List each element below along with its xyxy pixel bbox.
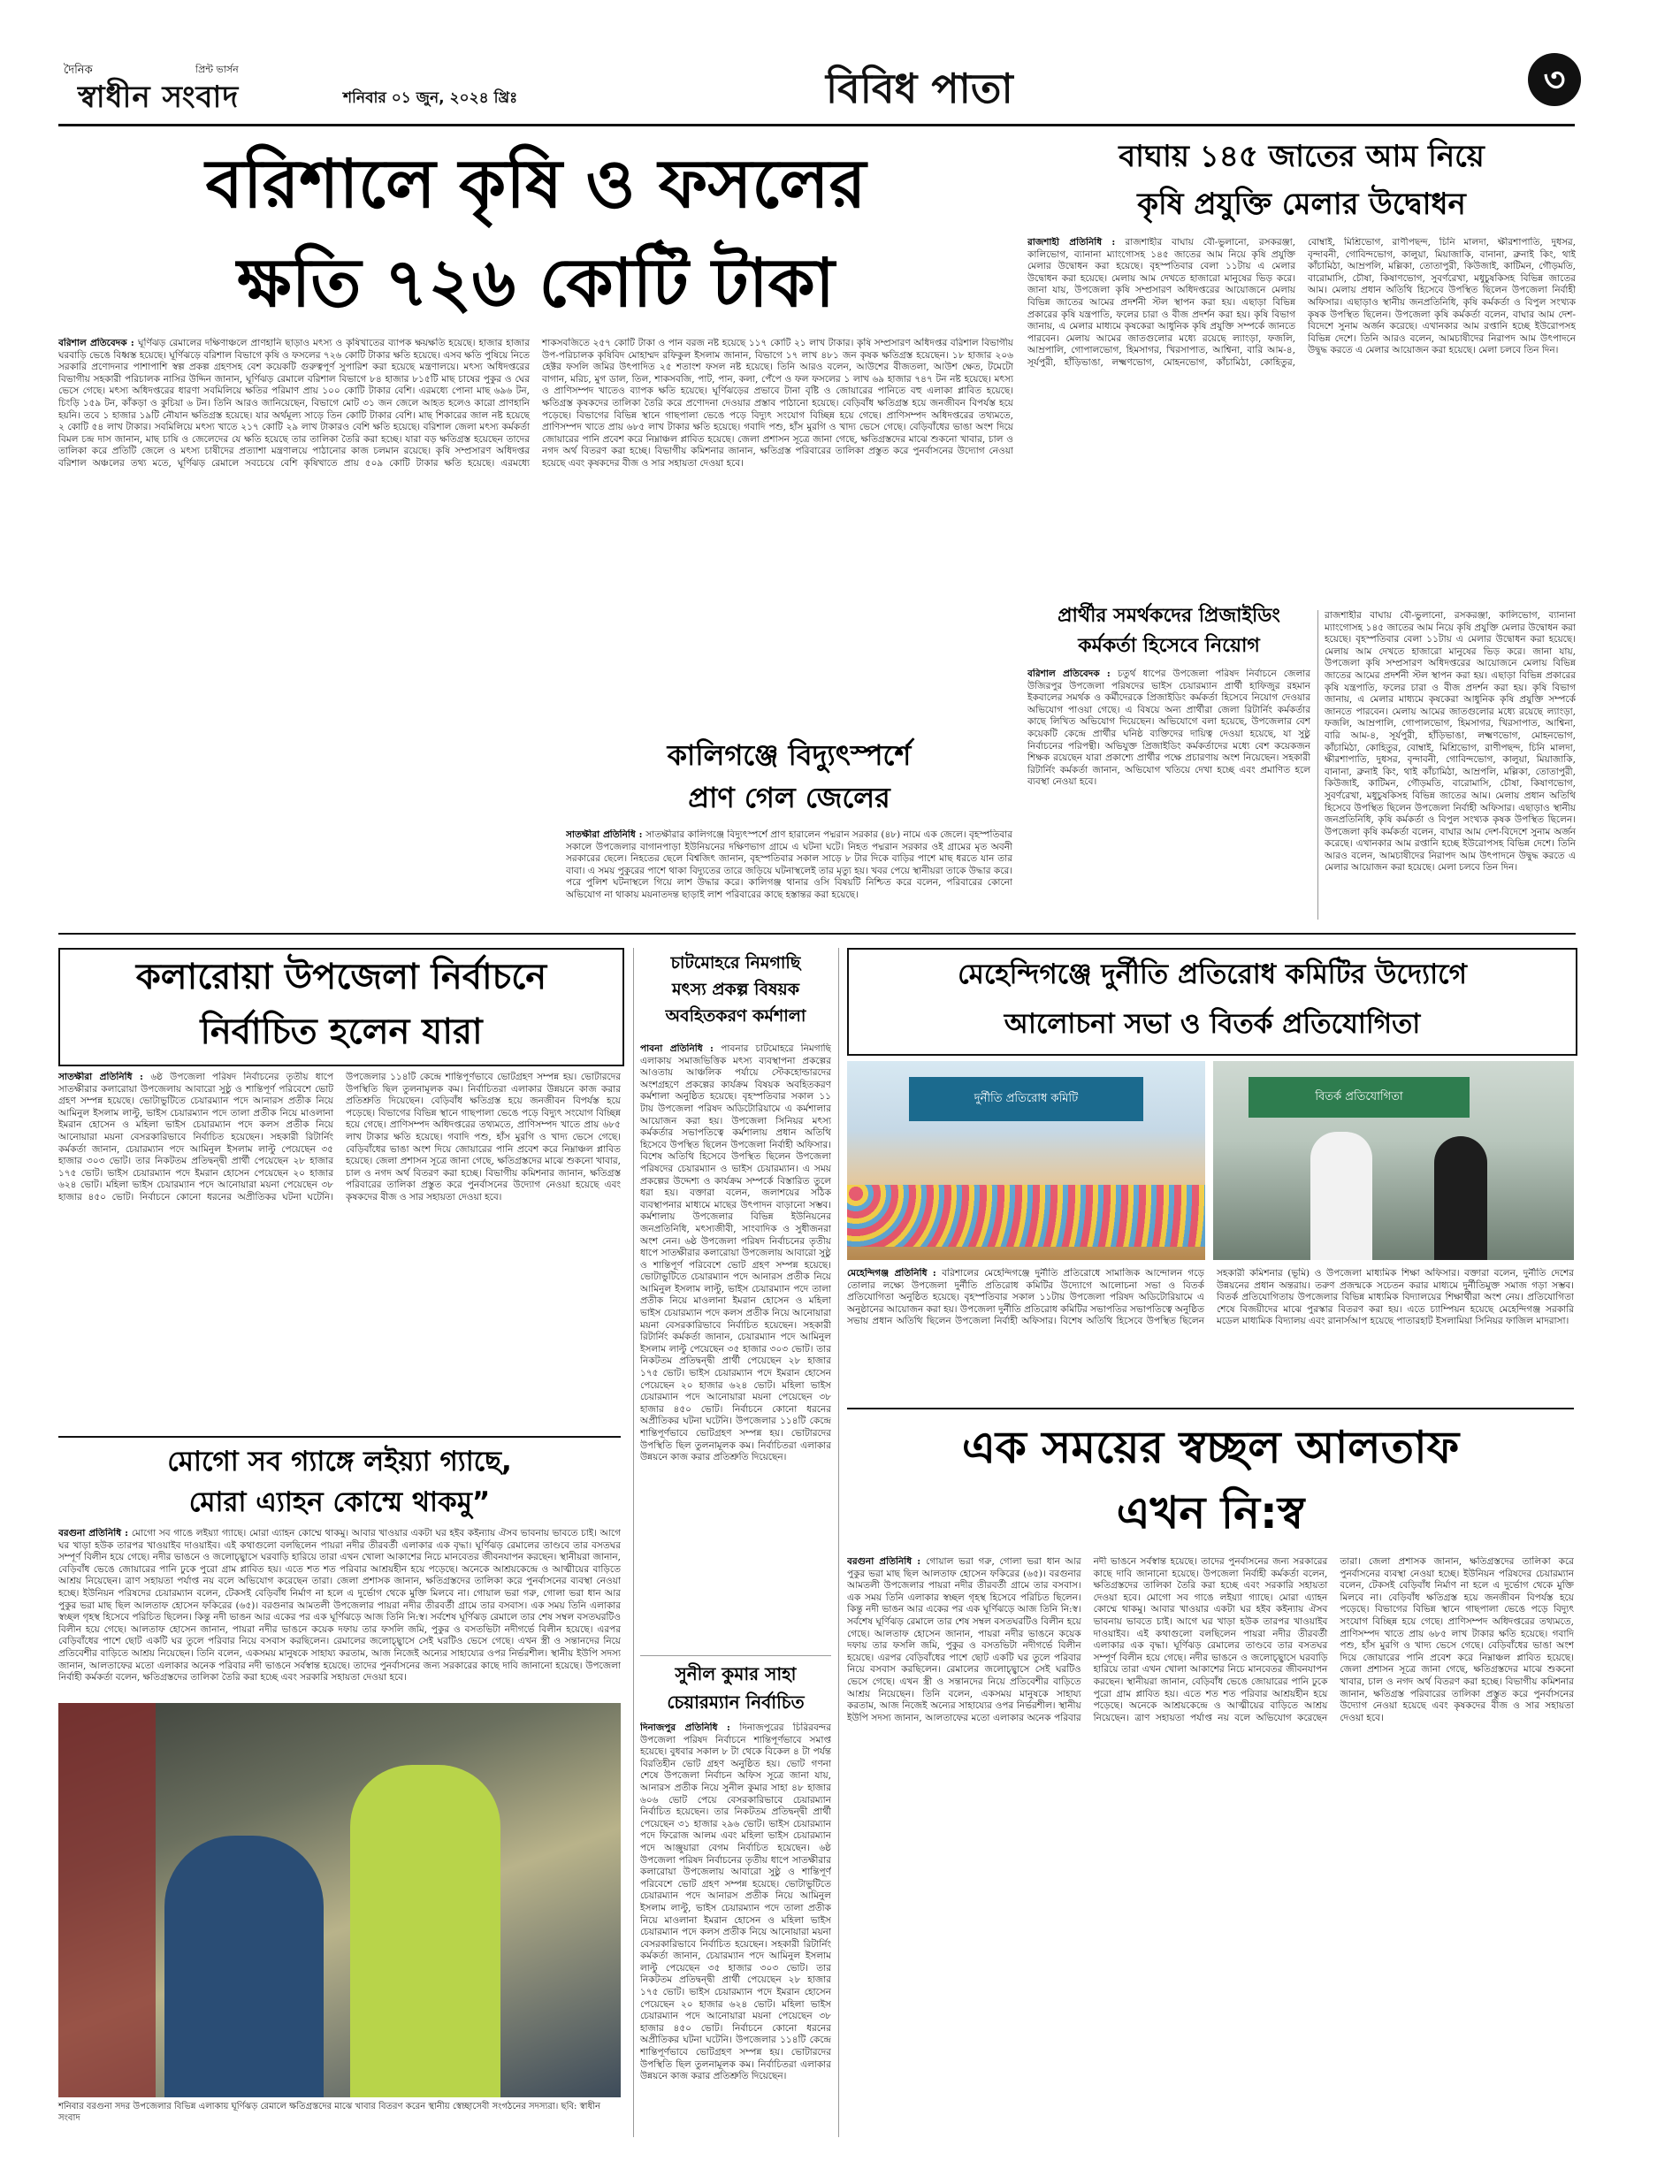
mango-text: রাজশাহীর বাঘায় বৌ-ভুলানো, রসকরঞ্জা, কালিভোগ, ব্যানানা ম্যাংগোসহ ১৪৫ জাতের আম নিয়ে কৃষি প্রযুক্তি মেলার উদ্বোধন করা হয়েছে। বৃহস্পতিবার বেলা ১১টায় এ মেলার উদ্বোধন করা হয়েছে। মেলায় আম দেখতে হাজারো মানুষের ভিড় করে। জানা যায়, উপজেলা কৃষি সম্প্রসারণ অধিদপ্তরের আয়োজনে মেলায় বিভিন্ন জাতের আমের প্রদর্শনী স্টল স্থাপন করা হয়। এছাড়া বিভিন্ন প্রকারের কৃষি যন্ত্রপাতি, ফলের চারা ও বীজ প্রদর্শন করা হয়। কৃষি বিভাগ জানায়, এ মেলার মাধ্যমে কৃষকেরা আধুনিক কৃষি প্রযুক্তি সম্পর্কে জানতে পারবেন। মেলায় আমের জাতগুলোর মধ্যে রয়েছে ল্যাংড়া, ফজলি, আম্রপালি, গোপালভোগ, হিমসাগর, খিরসাপাত, আশ্বিনা, বারি আম-৪, সূর্যপুরী, হাঁড়িভাঙা, লক্ষ্মণভোগ, মোহনভোগ, কাঁচামিঠা, কোহিতুর, বোম্বাই, মিশ্রিভোগ, রাণীপছন্দ, চিনি মালদা, ক্ষীরশাপাতি, দুধসর, বৃন্দাবনী, গোবিন্দভোগ, কালুয়া, মিয়াজাকি, বানানা, ব্রুনাই কিং, থাই কাঁচামিঠা, আম্রপলি, মল্লিকা, তোতাপুরী, কিউজাই, কাটিমন, গৌড়মতি, বারোমাসি, চৌষা, কিষাণভোগ, সুবর্ণরেখা, মধুচুষকিসহ বিভিন্ন জাতের আম। মেলায় প্রধান অতিথি হিসেবে উপস্থিত ছিলেন উপজেলা নির্বাহী অফিসার। এছাড়াও স্থানীয় জনপ্রতিনিধি, কৃষি কর্মকর্তা ও বিপুল সংখ্যক কৃষক উপস্থিত ছিলেন। উপজেলা কৃষি কর্মকর্তা বলেন, বাঘার আম দেশ-বিদেশে সুনাম অর্জন করেছে। এখানকার আম রপ্তানি হচ্ছে ইউরোপসহ বিভিন্ন দেশে। তিনি আরও বলেন, আমচাষীদের নিরাপদ আম উৎপাদনে উদ্বুদ্ধ করতে এ মেলার আয়োজন করা হয়েছে। মেলা চলবে তিন দিন। — [1027, 237, 1576, 368]
sunil-headline — [640, 1655, 831, 1716]
appointment-headline-line1: প্রার্থীর সমর্থকদের প্রিজাইডিং — [1058, 605, 1280, 627]
mogo-text: মোগো সব গাঙে লইয়্যা গ্যাছে। মোরা এ্যাহন কোম্মে থাকমু। আবার খাওয়ার একটা ঘর হইব কইন্যায় ঐসব ভাবনায় ভাবতে চাই। আগে ঘর খাড়া হউক তারপর খাওয়াইব দাওয়াইব। এই কথাগুলো বলছিলেন পায়রা নদীর তীরবর্তী এলাকার এক বৃদ্ধা। ঘূর্ণিঝড় রেমালের তাণ্ডবে তার বসতঘর সম্পূর্ণ বিলীন হয়ে গেছে। নদীর ভাঙনে ও জলোচ্ছ্বাসে ঘরবাড়ি হারিয়ে তারা এখন খোলা আকাশের নিচে মানবেতর জীবনযাপন করছেন। স্থানীয়রা জানান, বেড়িবাঁধ ভেঙে জোয়ারের পানি ঢুকে পুরো গ্রাম প্লাবিত হয়। এতে শত শত পরিবার আশ্রয়হীন হয়ে পড়েছে। অনেকে আশ্রয়কেন্দ্রে ও আত্মীয়ের বাড়িতে আশ্রয় নিয়েছেন। ত্রাণ সহায়তা পর্যাপ্ত নয় বলে অভিযোগ করেছেন তারা। জেলা প্রশাসক জানান, ক্ষতিগ্রস্তদের তালিকা করে পুনর্বাসনের ব্যবস্থা নেওয়া হচ্ছে। ইউনিয়ন পরিষদের চেয়ারম্যান বলেন, টেকসই বেড়িবাঁধ নির্মাণ না হলে এ দুর্ভোগ থেকে মুক্তি মিলবে না। — [58, 1528, 621, 1599]
mehendiganj-byline: মেহেন্দিগঞ্জ প্রতিনিধি : — [847, 1268, 943, 1279]
mogo-headline — [58, 1441, 621, 1523]
kaliganj-headline — [566, 734, 1012, 819]
workshop-text: পাবনার চাটমোহরে নিমগাছি এলাকায় সমাজভিত্তিক মৎস্য ব্যবস্থাপনা প্রকল্পের আওতায় আঞ্চলিক পর্যায়ে স্টেকহোল্ডারদের অংশগ্রহণে প্রকল্পের কার্যক্রম বিষয়ক অবহিতকরণ কর্মশালা অনুষ্ঠিত হয়েছে। বৃহস্পতিবার সকাল ১১ টায় উপজেলা পরিষদ অডিটোরিয়ামে এ কর্মশালার আয়োজন করা হয়। উপজেলা সিনিয়র মৎস্য কর্মকর্তার সভাপতিত্বে কর্মশালায় প্রধান অতিথি হিসেবে উপস্থিত ছিলেন উপজেলা নির্বাহী অফিসার। বিশেষ অতিথি হিসেবে উপস্থিত ছিলেন উপজেলা পরিষদের চেয়ারম্যান ও ভাইস চেয়ারম্যান। এ সময় প্রকল্পের উদ্দেশ্য ও কার্যক্রম সম্পর্কে বিস্তারিত তুলে ধরা হয়। বক্তারা বলেন, জলাশয়ের সঠিক ব্যবস্থাপনার মাধ্যমে মাছের উৎপাদন বাড়ানো সম্ভব। কর্মশালায় উপজেলার বিভিন্ন ইউনিয়নের জনপ্রতিনিধি, মৎস্যজীবী, সাংবাদিক ও সুধীজনরা অংশ নেন। — [640, 1043, 831, 1247]
workshop-headline-line2: মৎস্য প্রকল্প বিষয়ক — [671, 980, 799, 999]
vehicle-shape — [58, 1703, 156, 2097]
mogo-photo — [58, 1703, 621, 2097]
person-figure — [350, 1765, 500, 2097]
lead-headline-line2: ক্ষতি ৭২৬ কোটি টাকা — [237, 243, 835, 322]
workshop-text-continued: ৬ষ্ঠ উপজেলা পরিষদ নির্বাচনের তৃতীয় ধাপে সাতক্ষীরার কলারোয়া উপজেলায় আবারো সুষ্ঠু ও শান্তিপূর্ণ পরিবেশে ভোট গ্রহণ সম্পন্ন হয়েছে। ভোটাভুটিতে চেয়ারম্যান পদে আনারস প্রতীক নিয়ে আমিনুল ইসলাম লাল্টু, ভাইস চেয়ারম্যান পদে তালা প্রতীক নিয়ে মাওলানা ইমরান হোসেন ও মহিলা ভাইস চেয়ারম্যান পদে কলস প্রতীক নিয়ে আনোয়ারা ময়না বেসরকারিভাবে নির্বাচিত হয়েছেন। সহকারী রিটার্নিং কর্মকর্তা জানান, চেয়ারম্যান পদে আমিনুল ইসলাম লাল্টু পেয়েছেন ৩৫ হাজার ৩০৩ ভোট। তার নিকটতম প্রতিদ্বন্দ্বী প্রার্থী পেয়েছেন ২৮ হাজার ১৭৫ ভোট। ভাইস চেয়ারম্যান পদে ইমরান হোসেন পেয়েছেন ২০ হাজার ৬২৪ ভোট। মহিলা ভাইস চেয়ারম্যান পদে আনোয়ারা ময়না পেয়েছেন ৩৮ হাজার ৪৫০ ভোট। নির্বাচনে কোনো ধরনের অপ্রীতিকর ঘটনা ঘটেনি। উপজেলার ১১৪টি কেন্দ্রে শান্তিপূর্ণভাবে ভোটগ্রহণ সম্পন্ন হয়। ভোটারদের উপস্থিতি ছিল তুলনামূলক কম। নির্বাচিতরা এলাকার উন্নয়নে কাজ করার প্রতিশ্রুতি দিয়েছেন। — [640, 1235, 831, 1463]
workshop-byline: পাবনা প্রতিনিধি : — [640, 1043, 722, 1054]
appointment-text: চতুর্থ ধাপের উপজেলা পরিষদ নির্বাচনে জেলার উজিরপুর উপজেলা পরিষদের ভাইস চেয়ারম্যান প্রার্থী হাফিজুর রহমান ইকবালের সমর্থক ও কর্মীদেরকে প্রিজাইডিং কর্মকর্তা হিসেবে নিয়োগ দেওয়ার অভিযোগ পাওয়া গেছে। এ বিষয়ে অন্য প্রার্থীরা জেলা রিটার্নিং কর্মকর্তার কাছে লিখিত অভিযোগ দিয়েছেন। অভিযোগে বলা হয়েছে, উপজেলার বেশ কয়েকটি কেন্দ্রে প্রার্থীর ঘনিষ্ঠ ব্যক্তিদের দায়িত্ব দেওয়া হয়েছে, যা সুষ্ঠু নির্বাচনের পরিপন্থী। অভিযুক্ত প্রিজাইডিং কর্মকর্তাদের মধ্যে বেশ কয়েকজন শিক্ষক রয়েছেন যারা প্রকাশ্যে প্রার্থীর পক্ষে প্রচারণায় অংশ নিয়েছেন। সহকারী রিটার্নিং কর্মকর্তা জানান, অভিযোগ খতিয়ে দেখা হচ্ছে এবং প্রমাণিত হলে ব্যবস্থা নেওয়া হবে। — [1027, 668, 1310, 788]
mehendiganj-photo-seminar — [847, 1061, 1205, 1260]
mogo-text-continued: গোয়াল ভরা গরু, গোলা ভরা ধান আর পুকুর ভরা মাছ ছিল আলতাফ হোসেন ফকিরের (৬৫)। বরগুনার আমতলী উপজেলার পায়রা নদীর তীরবর্তী গ্রামে তার বসবাস। এক সময় তিনি এলাকার স্বচ্ছল গৃহস্থ হিসেবে পরিচিত ছিলেন। কিন্তু নদী ভাঙন আর একের পর এক ঘূর্ণিঝড়ে আজ তিনি নি:স্ব। সর্বশেষ ঘূর্ণিঝড় রেমালে তার শেষ সম্বল বসতঘরটিও বিলীন হয়ে গেছে। আলতাফ হোসেন জানান, পায়রা নদীর ভাঙনে কয়েক দফায় তার ফসলি জমি, পুকুর ও বসতভিটা নদীগর্ভে বিলীন হয়েছে। এরপর বেড়িবাঁধের পাশে ছোট একটি ঘর তুলে পরিবার নিয়ে বসবাস করছিলেন। রেমালের জলোচ্ছ্বাসে সেই ঘরটিও ভেসে গেছে। এখন স্ত্রী ও সন্তানদের নিয়ে প্রতিবেশীর বাড়িতে আশ্রয় নিয়েছেন। তিনি বলেন, একসময় মানুষকে সাহায্য করতাম, আজ নিজেই অন্যের সাহায্যের ওপর নির্ভরশীল। স্থানীয় ইউপি সদস্য জানান, আলতাফের মতো এলাকার অনেক পরিবার নদী ভাঙনে সর্বস্বান্ত হয়েছে। তাদের পুনর্বাসনের জন্য সরকারের কাছে দাবি জানানো হয়েছে। উপজেলা নির্বাহী কর্মকর্তা বলেন, ক্ষতিগ্রস্তদের তালিকা তৈরি করা হচ্ছে এবং সরকারি সহায়তা দেওয়া হবে। — [58, 1587, 621, 1684]
person-figure — [1310, 1132, 1372, 1260]
person-figure — [164, 1836, 324, 2097]
masthead-tagline: প্রিন্ট ভার্সন — [195, 64, 239, 75]
mogo-headline-line2: মোরা এ্যাহন কোম্মে থাকমু” — [188, 1486, 491, 1518]
sunil-byline: দিনাজপুর প্রতিনিধি : — [640, 1722, 740, 1733]
masthead — [58, 51, 1575, 126]
section-divider — [58, 1436, 621, 1438]
issue-date: শনিবার ০১ জুন, ২০২৪ খ্রিঃ — [343, 89, 518, 107]
balloon-decoration — [847, 1185, 1205, 1247]
appointment-byline: বরিশাল প্রতিবেদক : — [1027, 668, 1119, 679]
workshop-headline-line1: চাটমোহরে নিমগাছি — [670, 953, 801, 973]
mango-byline: রাজশাহী প্রতিনিধি : — [1027, 237, 1126, 248]
mehendiganj-body — [847, 1268, 1574, 1401]
sunil-headline-line2: চেয়ারম্যান নির্বাচিত — [667, 1691, 805, 1713]
altaf-headline-line1: এক সময়ের স্বচ্ছল আলতাফ — [961, 1422, 1460, 1473]
lead-headline — [58, 134, 1013, 332]
page-number-label: ৩ — [1543, 60, 1566, 99]
photo-banner — [909, 1077, 1143, 1121]
lead-byline: বরিশাল প্রতিবেদক : — [58, 338, 138, 348]
lead-text: ঘূর্ণিঝড় রেমালের দক্ষিণাঞ্চলে প্রাণহানি ছাড়াও মৎস্য ও কৃষিখাতের ব্যাপক ক্ষয়ক্ষতি হয়েছে। হাজার হাজার ঘরবাড়ি ভেঙে বিধ্বস্ত হয়েছে। ঘূর্ণিঝড়ে বরিশাল বিভাগে কৃষি ও ফসলের ৭২৬ কোটি টাকার ক্ষতি হয়েছে। এসব ক্ষতি পুষিয়ে নিতে সরকারি প্রণোদনার পাশাপাশি স্বল্প প্রকল্প গ্রহণসহ বেশ কয়েকটি গুরুত্বপূর্ণ সুপারিশ করা হয়েছে মন্ত্রণালয়ে। মৎস্য অধিদপ্তরের বিভাগীয় সহকারী পরিচালক নাসির উদ্দিন জানান, ঘূর্ণিঝড় রেমালে বরিশাল বিভাগে ৮৪ হাজার ৮১৫টি মাছ চাষের পুকুর ও ঘের ভেসে গেছে। মৎস্য অধিদপ্তরের ধারণা সবমিলিয়ে ক্ষতির পরিমাণ প্রায় ১০০ কোটি টাকার বেশি। এরমধ্যে পোনা মাছ ৬৯৬ টন, চিংড়ি ১৫৯ টন, কাঁকড়া ও কুচিয়া ৬ টন। তিনি আরও জানিয়েছেন, বিভাগে মোট ৩১ জন জেলে আহত হলেও কারো প্রাণহানি হয়নি। তবে ১ হাজার ১৯টি নৌযান ক্ষতিগ্রস্ত হয়েছে। যার অর্থমূল্য সাড়ে তিন কোটি টাকার বেশি। মাছ শিকারের জাল নষ্ট হয়েছে ২ কোটি ৫৪ লাখ টাকার। সবমিলিয়ে মৎস্য খাতে ২১৭ কোটি ২৯ লাখ টাকারও বেশি ক্ষতি হয়েছে। বরিশাল জেলা মৎস্য কর্মকর্তা বিমল চন্দ্র দাস জানান, মাছ চাষি ও জেলেদের যে ক্ষতি হয়েছে তার তালিকা তৈরি করা হচ্ছে। যারা বড় ক্ষতিগ্রস্ত হয়েছেন তাদের তালিকা করে প্রতিটি জেলে ও মৎস্য চাষীদের প্রত্যাশা মন্ত্রণালয়ে পাঠানোর কাজ চলমান রয়েছে। কৃষি সম্প্রসারণ অধিদপ্তর বরিশাল অঞ্চলের তথ্য মতে, ঘূর্ণিঝড় রেমালে সবচেয়ে বেশি কৃষিখাতে প্রায় ৫০৯ কোটি টাকার ক্ষতি হয়েছে। এরমধ্যে শাকসবজিতে ২৫৭ কোটি টাকা ও পান বরজ নষ্ট হয়েছে ১১৭ কোটি ২১ লাখ টাকার। কৃষি সম্প্রসারণ অধিদপ্তর বরিশাল বিভাগীয় উপ-পরিচালক কৃষিবিদ মোহাম্মদ রফিকুল ইসলাম জানান, বিভাগে ১৭ লাখ ৪৮১ জন কৃষক ক্ষতিগ্রস্ত হয়েছেন। ১৮ হাজার ২০৬ হেক্টর ফসলি জমির উৎপাদিত ২৫ শতাংশ ফসল নষ্ট হয়েছে। তিনি আরও বলেন, আউশের বীজতলা, আউশ ক্ষেত, টমেটো বাগান, মরিচ, মুগ ডাল, তিল, শাকসবজি, পাট, পান, কলা, পেঁপে ও ফল ফসলের ১ লাখ ৬৯ হাজার ৭৪৭ টন নষ্ট হয়েছে। মৎস্য ও প্রাণিসম্পদ খাতেও ব্যাপক ক্ষতি হয়েছে। ঘূর্ণিঝড়ের প্রভাবে টানা বৃষ্টি ও জোয়ারের পানিতে বহু এলাকা প্লাবিত হয়েছে। ক্ষতিগ্রস্ত কৃষকদের তালিকা তৈরি করে প্রণোদনা দেওয়ার প্রস্তাব পাঠানো হয়েছে। — [58, 338, 1013, 469]
photo-banner-text: বিতর্ক প্রতিযোগিতা — [1315, 1090, 1403, 1103]
mogo-headline-line1: মোগো সব গ্যাঙ্গে লইয়্যা গ্যাছে, — [167, 1446, 512, 1478]
sunil-text-continued: ৬ষ্ঠ উপজেলা পরিষদ নির্বাচনের তৃতীয় ধাপে সাতক্ষীরার কলারোয়া উপজেলায় আবারো সুষ্ঠু ও শান্তিপূর্ণ পরিবেশে ভোট গ্রহণ সম্পন্ন হয়েছে। ভোটাভুটিতে চেয়ারম্যান পদে আনারস প্রতীক নিয়ে আমিনুল ইসলাম লাল্টু, ভাইস চেয়ারম্যান পদে তালা প্রতীক নিয়ে মাওলানা ইমরান হোসেন ও মহিলা ভাইস চেয়ারম্যান পদে কলস প্রতীক নিয়ে আনোয়ারা ময়না বেসরকারিভাবে নির্বাচিত হয়েছেন। সহকারী রিটার্নিং কর্মকর্তা জানান, চেয়ারম্যান পদে আমিনুল ইসলাম লাল্টু পেয়েছেন ৩৫ হাজার ৩০৩ ভোট। তার নিকটতম প্রতিদ্বন্দ্বী প্রার্থী পেয়েছেন ২৮ হাজার ১৭৫ ভোট। ভাইস চেয়ারম্যান পদে ইমরান হোসেন পেয়েছেন ২০ হাজার ৬২৪ ভোট। মহিলা ভাইস চেয়ারম্যান পদে আনোয়ারা ময়না পেয়েছেন ৩৮ হাজার ৪৫০ ভোট। নির্বাচনে কোনো ধরনের অপ্রীতিকর ঘটনা ঘটেনি। উপজেলার ১১৪টি কেন্দ্রে শান্তিপূর্ণভাবে ভোটগ্রহণ সম্পন্ন হয়। ভোটারদের উপস্থিতি ছিল তুলনামূলক কম। নির্বাচিতরা এলাকার উন্নয়নে কাজ করার প্রতিশ্রুতি দিয়েছেন। — [640, 1842, 831, 2082]
altaf-text: গোয়াল ভরা গরু, গোলা ভরা ধান আর পুকুর ভরা মাছ ছিল আলতাফ হোসেন ফকিরের (৬৫)। বরগুনার আমতলী উপজেলার পায়রা নদীর তীরবর্তী গ্রামে তার বসবাস। এক সময় তিনি এলাকার স্বচ্ছল গৃহস্থ হিসেবে পরিচিত ছিলেন। কিন্তু নদী ভাঙন আর একের পর এক ঘূর্ণিঝড়ে আজ তিনি নি:স্ব। সর্বশেষ ঘূর্ণিঝড় রেমালে তার শেষ সম্বল বসতঘরটিও বিলীন হয়ে গেছে। আলতাফ হোসেন জানান, পায়রা নদীর ভাঙনে কয়েক দফায় তার ফসলি জমি, পুকুর ও বসতভিটা নদীগর্ভে বিলীন হয়েছে। এরপর বেড়িবাঁধের পাশে ছোট একটি ঘর তুলে পরিবার নিয়ে বসবাস করছিলেন। রেমালের জলোচ্ছ্বাসে সেই ঘরটিও ভেসে গেছে। এখন স্ত্রী ও সন্তানদের নিয়ে প্রতিবেশীর বাড়িতে আশ্রয় নিয়েছেন। তিনি বলেন, একসময় মানুষকে সাহায্য করতাম, আজ নিজেই অন্যের সাহায্যের ওপর নির্ভরশীল। স্থানীয় ইউপি সদস্য জানান, আলতাফের মতো এলাকার অনেক পরিবার নদী ভাঙনে সর্বস্বান্ত হয়েছে। তাদের পুনর্বাসনের জন্য সরকারের কাছে দাবি জানানো হয়েছে। উপজেলা নির্বাহী কর্মকর্তা বলেন, ক্ষতিগ্রস্তদের তালিকা তৈরি করা হচ্ছে এবং সরকারি সহায়তা দেওয়া হবে। — [847, 1556, 1328, 1723]
page-number — [1528, 53, 1581, 106]
sunil-body — [640, 1722, 831, 2136]
kalaroa-text: ৬ষ্ঠ উপজেলা পরিষদ নির্বাচনের তৃতীয় ধাপে সাতক্ষীরার কলারোয়া উপজেলায় আবারো সুষ্ঠু ও শান্তিপূর্ণ পরিবেশে ভোট গ্রহণ সম্পন্ন হয়েছে। ভোটাভুটিতে চেয়ারম্যান পদে আনারস প্রতীক নিয়ে আমিনুল ইসলাম লাল্টু, ভাইস চেয়ারম্যান পদে তালা প্রতীক নিয়ে মাওলানা ইমরান হোসেন ও মহিলা ভাইস চেয়ারম্যান পদে কলস প্রতীক নিয়ে আনোয়ারা ময়না বেসরকারিভাবে নির্বাচিত হয়েছেন। সহকারী রিটার্নিং কর্মকর্তা জানান, চেয়ারম্যান পদে আমিনুল ইসলাম লাল্টু পেয়েছেন ৩৫ হাজার ৩০৩ ভোট। তার নিকটতম প্রতিদ্বন্দ্বী প্রার্থী পেয়েছেন ২৮ হাজার ১৭৫ ভোট। ভাইস চেয়ারম্যান পদে ইমরান হোসেন পেয়েছেন ২০ হাজার ৬২৪ ভোট। মহিলা ভাইস চেয়ারম্যান পদে আনোয়ারা ময়না পেয়েছেন ৩৮ হাজার ৪৫০ ভোট। নির্বাচনে কোনো ধরনের অপ্রীতিকর ঘটনা ঘটেনি। উপজেলার ১১৪টি কেন্দ্রে শান্তিপূর্ণভাবে ভোটগ্রহণ সম্পন্ন হয়। ভোটারদের উপস্থিতি ছিল তুলনামূলক কম। নির্বাচিতরা এলাকার উন্নয়নে কাজ করার প্রতিশ্রুতি দিয়েছেন। — [58, 1072, 621, 1203]
photo-banner-text: দুর্নীতি প্রতিরোধ কমিটি — [974, 1092, 1079, 1105]
altaf-byline: বরগুনা প্রতিনিধি : — [847, 1556, 927, 1567]
mango-headline-line1: বাঘায় ১৪৫ জাতের আম নিয়ে — [1119, 139, 1485, 174]
mehendiganj-photo-award — [1213, 1061, 1574, 1260]
sunil-text: দিনাজপুরের চিরিরবন্দর উপজেলা পরিষদ নির্বাচনে শান্তিপূর্ণভাবে সমাপ্ত হয়েছে। বুধবার সকাল ৮ টা থেকে বিকেল ৪ টা পর্যন্ত বিরতিহীন ভোট গ্রহণ অনুষ্ঠিত হয়। ভোট গণনা শেষে উপজেলা নির্বাচন অফিস সূত্রে জানা যায়, আনারস প্রতীক নিয়ে সুনীল কুমার সাহা ৪৮ হাজার ৬০৬ ভোট পেয়ে বেসরকারিভাবে চেয়ারম্যান নির্বাচিত হয়েছেন। তার নিকটতম প্রতিদ্বন্দ্বী প্রার্থী পেয়েছেন ৩১ হাজার ২৯৬ ভোট। ভাইস চেয়ারম্যান পদে ফিরোজ আলম এবং মহিলা ভাইস চেয়ারম্যান পদে আঞ্জুয়ারা বেগম নির্বাচিত হয়েছেন। — [640, 1722, 831, 1853]
kaliganj-byline: সাতক্ষীরা প্রতিনিধি : — [566, 829, 646, 840]
mehendiganj-text: বরিশালের মেহেন্দিগঞ্জে দুর্নীতি প্রতিরোধে সামাজিক আন্দোলন গড়ে তোলার লক্ষ্যে উপজেলা দুর্নীতি প্রতিরোধ কমিটির উদ্যোগে আলোচনা সভা ও বিতর্ক প্রতিযোগিতা অনুষ্ঠিত হয়েছে। বৃহস্পতিবার সকাল ১১টায় উপজেলা পরিষদ অডিটোরিয়ামে এ অনুষ্ঠানের আয়োজন করা হয়। উপজেলা দুর্নীতি প্রতিরোধ কমিটির সভাপতির সভাপতিত্বে অনুষ্ঠিত সভায় প্রধান অতিথি ছিলেন উপজেলা নির্বাহী অফিসার। বিশেষ অতিথি হিসেবে উপস্থিত ছিলেন সহকারী কমিশনার (ভূমি) ও উপজেলা মাধ্যমিক শিক্ষা অফিসার। বক্তারা বলেন, দুর্নীতি দেশের উন্নয়নের প্রধান অন্তরায়। তরুণ প্রজন্মকে সচেতন করার মাধ্যমে দুর্নীতিমুক্ত সমাজ গড়া সম্ভব। বিতর্ক প্রতিযোগিতায় উপজেলার বিভিন্ন মাধ্যমিক বিদ্যালয়ের শিক্ষার্থীরা অংশ নেয়। প্রতিযোগিতা শেষে বিজয়ীদের মাঝে পুরস্কার বিতরণ করা হয়। এতে চ্যাম্পিয়ন হয়েছে মেহেন্দিগঞ্জ সরকারি মডেল মাধ্যমিক বিদ্যালয় এবং রানার্সআপ হয়েছে পাতারহাট ইসলামিয়া সিনিয়র ফাজিল মাদরাসা। — [847, 1268, 1574, 1327]
mango-headline-line2: কৃষি প্রযুক্তি মেলার উদ্বোধন — [1137, 187, 1466, 222]
appointment-headline-line2: কর্মকর্তা হিসেবে নিয়োগ — [1078, 635, 1260, 657]
newspaper-name: স্বাধীন সংবাদ — [78, 80, 240, 115]
mogo-photo-caption: শনিবার বরগুনা সদর উপজেলার বিভিন্ন এলাকায় ঘূর্ণিঝড় রেমালে ক্ষতিগ্রস্তদের মাঝে খাবার বিতরণ করেন স্থানীয় স্বেচ্ছাসেবী সংগঠনের সদস্যরা। ছবি: স্বাধীন সংবাদ — [58, 2102, 601, 2123]
person-figure — [1434, 1136, 1487, 1260]
mango-headline — [1027, 133, 1576, 228]
column-rule — [1317, 610, 1318, 920]
column-rule — [838, 948, 839, 2137]
appointment-headline — [1027, 601, 1310, 661]
workshop-headline-line3: অবহিতকরণ কর্মশালা — [665, 1006, 806, 1026]
mehendiganj-headline-line2: আলোচনা সভা ও বিতর্ক প্রতিযোগিতা — [1004, 1008, 1421, 1040]
kalaroa-headline-line1: কলারোয়া উপজেলা নির্বাচনে — [135, 957, 547, 997]
sunil-headline-line1: সুনীল কুমার সাহা — [675, 1663, 797, 1684]
lead-text-continued: বেড়িবাঁধ ক্ষতিগ্রস্ত হয়ে জনজীবন বিপর্যস্ত হয়ে পড়েছে। বিভাগের বিভিন্ন স্থানে গাছপালা ভেঙে পড়ে বিদ্যুৎ সংযোগ বিচ্ছিন্ন হয়ে গেছে। প্রাণিসম্পদ অধিদপ্তরের তথ্যমতে, প্রাণিসম্পদ খাতে প্রায় ৬৮৫ লাখ টাকার ক্ষতি হয়েছে। গবাদি পশু, হাঁস মুরগি ও খাদ্য ভেসে গেছে। বেড়িবাঁধের ভাঙা অংশ দিয়ে জোয়ারের পানি প্রবেশ করে নিম্নাঞ্চল প্লাবিত হয়েছে। জেলা প্রশাসন সূত্রে জানা গেছে, ক্ষতিগ্রস্তদের মাঝে শুকনো খাবার, চাল ও নগদ অর্থ বিতরণ করা হচ্ছে। বিভাগীয় কমিশনার জানান, ক্ষতিগ্রস্ত পরিবারের তালিকা প্রস্তুত করে পুনর্বাসনের উদ্যোগ নেওয়া হয়েছে এবং কৃষকদের বীজ ও সার সহায়তা দেওয়া হবে। — [542, 397, 1013, 469]
kalaroa-body — [58, 1072, 621, 1429]
column-rule — [633, 948, 634, 2137]
kalaroa-headline — [58, 948, 624, 1066]
lead-headline-line1: বরিশালে কৃষি ও ফসলের — [205, 144, 867, 223]
kalaroa-text-continued: বেড়িবাঁধ ক্ষতিগ্রস্ত হয়ে জনজীবন বিপর্যস্ত হয়ে পড়েছে। বিভাগের বিভিন্ন স্থানে গাছপালা ভেঙে পড়ে বিদ্যুৎ সংযোগ বিচ্ছিন্ন হয়ে গেছে। প্রাণিসম্পদ অধিদপ্তরের তথ্যমতে, প্রাণিসম্পদ খাতে প্রায় ৬৮৫ লাখ টাকার ক্ষতি হয়েছে। গবাদি পশু, হাঁস মুরগি ও খাদ্য ভেসে গেছে। বেড়িবাঁধের ভাঙা অংশ দিয়ে জোয়ারের পানি প্রবেশ করে নিম্নাঞ্চল প্লাবিত হয়েছে। জেলা প্রশাসন সূত্রে জানা গেছে, ক্ষতিগ্রস্তদের মাঝে শুকনো খাবার, চাল ও নগদ অর্থ বিতরণ করা হচ্ছে। বিভাগীয় কমিশনার জানান, ক্ষতিগ্রস্ত পরিবারের তালিকা প্রস্তুত করে পুনর্বাসনের উদ্যোগ নেওয়া হয়েছে এবং কৃষকদের বীজ ও সার সহায়তা দেওয়া হবে। — [346, 1096, 621, 1203]
kaliganj-text: সাতক্ষীরার কালিগঞ্জে বিদ্যুৎস্পর্শে প্রাণ হারালেন পদ্মরান সরকার (৪৮) নামে এক জেলে। বৃহস্পতিবার সকালে উপজেলার বাগানপাড়া ইউনিয়নের দক্ষিণভাগ গ্রামে এ ঘটনা ঘটে। নিহত পদ্মরান সরকার ওই গ্রামের মৃত অবনী সরকারের ছেলে। নিহতের ছেলে বিশ্বজিৎ জানান, বৃহস্পতিবার সকাল সাড়ে ৮ টার দিকে বাড়ির পাশে মাছ ধরতে যান তার বাবা। এ সময় পুকুরের পাশে থাকা বিদ্যুতের তারে জড়িয়ে ঘটনাস্থলেই তার মৃত্যু হয়। খবর পেয়ে স্থানীয়রা তাকে উদ্ধার করে। পরে পুলিশ ঘটনাস্থলে গিয়ে লাশ উদ্ধার করে। কালিগঞ্জ থানার ওসি বিষয়টি নিশ্চিত করে বলেন, পরিবারের কোনো অভিযোগ না থাকায় ময়নাতদন্ত ছাড়াই লাশ পরিবারের কাছে হস্তান্তর করা হয়েছে। — [566, 829, 1012, 900]
mango-body — [1027, 237, 1576, 595]
workshop-headline — [640, 950, 831, 1029]
appointment-text-right: রাজশাহীর বাঘায় বৌ-ভুলানো, রসকরঞ্জা, কালিভোগ, ব্যানানা ম্যাংগোসহ ১৪৫ জাতের আম নিয়ে কৃষি প্রযুক্তি মেলার উদ্বোধন করা হয়েছে। বৃহস্পতিবার বেলা ১১টায় এ মেলার উদ্বোধন করা হয়েছে। মেলায় আম দেখতে হাজারো মানুষের ভিড় করে। জানা যায়, উপজেলা কৃষি সম্প্রসারণ অধিদপ্তরের আয়োজনে মেলায় বিভিন্ন জাতের আমের প্রদর্শনী স্টল স্থাপন করা হয়। এছাড়া বিভিন্ন প্রকারের কৃষি যন্ত্রপাতি, ফলের চারা ও বীজ প্রদর্শন করা হয়। কৃষি বিভাগ জানায়, এ মেলার মাধ্যমে কৃষকেরা আধুনিক কৃষি প্রযুক্তি সম্পর্কে জানতে পারবেন। মেলায় আমের জাতগুলোর মধ্যে রয়েছে ল্যাংড়া, ফজলি, আম্রপালি, গোপালভোগ, হিমসাগর, খিরসাপাত, আশ্বিনা, বারি আম-৪, সূর্যপুরী, হাঁড়িভাঙা, লক্ষ্মণভোগ, মোহনভোগ, কাঁচামিঠা, কোহিতুর, বোম্বাই, মিশ্রিভোগ, রাণীপছন্দ, চিনি মালদা, ক্ষীরশাপাতি, দুধসর, বৃন্দাবনী, গোবিন্দভোগ, কালুয়া, মিয়াজাকি, বানানা, ব্রুনাই কিং, থাই কাঁচামিঠা, আম্রপলি, মল্লিকা, তোতাপুরী, কিউজাই, কাটিমন, গৌড়মতি, বারোমাসি, চৌষা, কিষাণভোগ, সুবর্ণরেখা, মধুচুষকিসহ বিভিন্ন জাতের আম। মেলায় প্রধান অতিথি হিসেবে উপস্থিত ছিলেন উপজেলা নির্বাহী অফিসার। এছাড়াও স্থানীয় জনপ্রতিনিধি, কৃষি কর্মকর্তা ও বিপুল সংখ্যক কৃষক উপস্থিত ছিলেন। উপজেলা কৃষি কর্মকর্তা বলেন, বাঘার আম দেশ-বিদেশে সুনাম অর্জন করেছে। এখানকার আম রপ্তানি হচ্ছে ইউরোপসহ বিভিন্ন দেশে। তিনি আরও বলেন, আমচাষীদের নিরাপদ আম উৎপাদনে উদ্বুদ্ধ করতে এ মেলার আয়োজন করা হয়েছে। মেলা চলবে তিন দিন। — [1325, 610, 1576, 874]
mehendiganj-headline — [847, 948, 1577, 1056]
section-divider — [58, 933, 1576, 935]
kalaroa-headline-line2: নির্বাচিত হলেন যারা — [200, 1012, 483, 1052]
altaf-body — [847, 1556, 1574, 2138]
kaliganj-headline-line1: কালিগঞ্জে বিদ্যুৎস্পর্শে — [667, 738, 912, 772]
appointment-body-right — [1325, 610, 1576, 923]
section-title: বিবিধ পাতা — [826, 65, 1013, 112]
section-divider — [847, 1408, 1574, 1409]
altaf-text-more: বেড়িবাঁধ ক্ষতিগ্রস্ত হয়ে জনজীবন বিপর্যস্ত হয়ে পড়েছে। বিভাগের বিভিন্ন স্থানে গাছপালা ভেঙে পড়ে বিদ্যুৎ সংযোগ বিচ্ছিন্ন হয়ে গেছে। প্রাণিসম্পদ অধিদপ্তরের তথ্যমতে, প্রাণিসম্পদ খাতে প্রায় ৬৮৫ লাখ টাকার ক্ষতি হয়েছে। গবাদি পশু, হাঁস মুরগি ও খাদ্য ভেসে গেছে। বেড়িবাঁধের ভাঙা অংশ দিয়ে জোয়ারের পানি প্রবেশ করে নিম্নাঞ্চল প্লাবিত হয়েছে। জেলা প্রশাসন সূত্রে জানা গেছে, ক্ষতিগ্রস্তদের মাঝে শুকনো খাবার, চাল ও নগদ অর্থ বিতরণ করা হচ্ছে। বিভাগীয় কমিশনার জানান, ক্ষতিগ্রস্ত পরিবারের তালিকা প্রস্তুত করে পুনর্বাসনের উদ্যোগ নেওয়া হয়েছে এবং কৃষকদের বীজ ও সার সহায়তা দেওয়া হবে। — [1340, 1592, 1574, 1723]
kaliganj-body — [566, 829, 1012, 927]
mogo-byline: বরগুনা প্রতিনিধি : — [58, 1528, 132, 1539]
workshop-body — [640, 1043, 831, 1645]
altaf-headline — [847, 1415, 1574, 1546]
mogo-body — [58, 1528, 621, 1696]
appointment-body-left — [1027, 668, 1310, 923]
photo-banner — [1249, 1077, 1470, 1118]
masthead-kicker: দৈনিক — [64, 64, 93, 77]
altaf-headline-line2: এখন নি:স্ব — [1116, 1487, 1305, 1539]
altaf-text-continued: মোগো সব গাঙে লইয়্যা গ্যাছে। মোরা এ্যাহন কোম্মে থাকমু। আবার খাওয়ার একটা ঘর হইব কইন্যায় ঐসব ভাবনায় ভাবতে চাই। আগে ঘর খাড়া হউক তারপর খাওয়াইব দাওয়াইব। এই কথাগুলো বলছিলেন পায়রা নদীর তীরবর্তী এলাকার এক বৃদ্ধা। ঘূর্ণিঝড় রেমালের তাণ্ডবে তার বসতঘর সম্পূর্ণ বিলীন হয়ে গেছে। নদীর ভাঙনে ও জলোচ্ছ্বাসে ঘরবাড়ি হারিয়ে তারা এখন খোলা আকাশের নিচে মানবেতর জীবনযাপন করছেন। স্থানীয়রা জানান, বেড়িবাঁধ ভেঙে জোয়ারের পানি ঢুকে পুরো গ্রাম প্লাবিত হয়। এতে শত শত পরিবার আশ্রয়হীন হয়ে পড়েছে। অনেকে আশ্রয়কেন্দ্রে ও আত্মীয়ের বাড়িতে আশ্রয় নিয়েছেন। ত্রাণ সহায়তা পর্যাপ্ত নয় বলে অভিযোগ করেছেন তারা। জেলা প্রশাসক জানান, ক্ষতিগ্রস্তদের তালিকা করে পুনর্বাসনের ব্যবস্থা নেওয়া হচ্ছে। ইউনিয়ন পরিষদের চেয়ারম্যান বলেন, টেকসই বেড়িবাঁধ নির্মাণ না হলে এ দুর্ভোগ থেকে মুক্তি মিলবে না। — [1093, 1556, 1574, 1723]
kaliganj-headline-line2: প্রাণ গেল জেলের — [688, 781, 890, 814]
mehendiganj-headline-line1: মেহেন্দিগঞ্জে দুর্নীতি প্রতিরোধ কমিটির উদ্যোগে — [958, 958, 1467, 990]
kalaroa-byline: সাতক্ষীরা প্রতিনিধি : — [58, 1072, 151, 1082]
